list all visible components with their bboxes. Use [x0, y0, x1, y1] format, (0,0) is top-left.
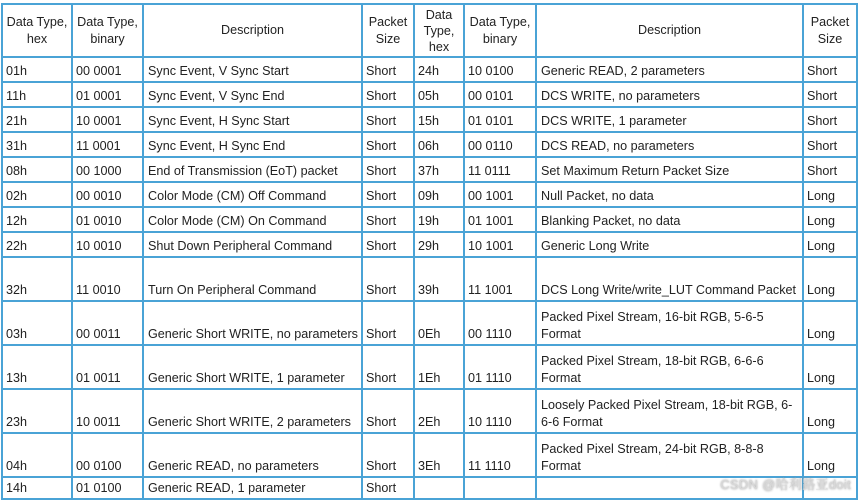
cell-binary-left: 10 0001 [72, 107, 143, 132]
cell-hex-right: 0Eh [414, 301, 464, 345]
cell-size-left: Short [362, 389, 414, 433]
cell-size-left: Short [362, 132, 414, 157]
cell-binary-right: 11 1001 [464, 257, 536, 301]
cell-size-right: Long [803, 389, 857, 433]
cell-size-left: Short [362, 433, 414, 477]
cell-hex-left: 08h [2, 157, 72, 182]
cell-hex-right: 29h [414, 232, 464, 257]
cell-size-left: Short [362, 182, 414, 207]
cell-size-right: Long [803, 257, 857, 301]
table-row [2, 157, 857, 182]
cell-binary-right: 10 1001 [464, 232, 536, 257]
cell-size-left: Short [362, 57, 414, 82]
cell-binary-right: 10 1110 [464, 389, 536, 433]
cell-binary-left: 10 0010 [72, 232, 143, 257]
cell-description-left: Sync Event, H Sync Start [143, 107, 362, 132]
cell-size-right: Long [803, 345, 857, 389]
cell-hex-left: 11h [2, 82, 72, 107]
cell-description-right: Generic Long Write [536, 232, 803, 257]
cell-binary-left: 01 0011 [72, 345, 143, 389]
table-row [2, 345, 857, 389]
cell-size-right: Long [803, 301, 857, 345]
cell-binary-right: 00 1110 [464, 301, 536, 345]
cell-hex-right: 24h [414, 57, 464, 82]
cell-description-right: Packed Pixel Stream, 16-bit RGB, 5-6-5 Format [536, 301, 803, 345]
cell-description-left: Generic READ, no parameters [143, 433, 362, 477]
cell-size-left: Short [362, 345, 414, 389]
cell-size-left: Short [362, 82, 414, 107]
cell-description-right: DCS WRITE, 1 parameter [536, 107, 803, 132]
table-row [2, 82, 857, 107]
cell-size-right: Long [803, 182, 857, 207]
cell-hex-right: 05h [414, 82, 464, 107]
cell-hex-left: 21h [2, 107, 72, 132]
cell-hex-left: 22h [2, 232, 72, 257]
cell-description-left: Color Mode (CM) Off Command [143, 182, 362, 207]
cell-description-right: Set Maximum Return Packet Size [536, 157, 803, 182]
data-type-table [1, 3, 858, 500]
cell-binary-right: 00 0101 [464, 82, 536, 107]
cell-description-left: Sync Event, H Sync End [143, 132, 362, 157]
cell-hex-right: 3Eh [414, 433, 464, 477]
cell-binary-right: 11 0111 [464, 157, 536, 182]
cell-description-left: Sync Event, V Sync End [143, 82, 362, 107]
cell-binary-left: 00 0010 [72, 182, 143, 207]
table-row [2, 433, 857, 477]
cell-binary-left: 00 0100 [72, 433, 143, 477]
cell-hex-right: 15h [414, 107, 464, 132]
cell-size-left: Short [362, 232, 414, 257]
cell-size-right: Short [803, 157, 857, 182]
cell-description-left: Shut Down Peripheral Command [143, 232, 362, 257]
header-description-right: Description [536, 4, 803, 57]
cell-binary-left: 10 0011 [72, 389, 143, 433]
cell-binary-right: 00 0110 [464, 132, 536, 157]
cell-size-left: Short [362, 207, 414, 232]
header-row [2, 4, 857, 57]
cell-description-right: Blanking Packet, no data [536, 207, 803, 232]
cell-binary-right: 01 1110 [464, 345, 536, 389]
table-row [2, 57, 857, 82]
cell-description-left: Generic Short WRITE, 1 parameter [143, 345, 362, 389]
cell-hex-right: 09h [414, 182, 464, 207]
cell-binary-right: 10 0100 [464, 57, 536, 82]
cell-description-left: Sync Event, V Sync Start [143, 57, 362, 82]
cell-description-left: Generic Short WRITE, no parameters [143, 301, 362, 345]
cell-hex-right: 19h [414, 207, 464, 232]
cell-description-right: DCS WRITE, no parameters [536, 82, 803, 107]
cell-description-left: Generic READ, 1 parameter [143, 477, 362, 499]
cell-description-left: Turn On Peripheral Command [143, 257, 362, 301]
header-hex-left: Data Type, hex [2, 4, 72, 57]
cell-size-right: Long [803, 232, 857, 257]
cell-binary-left: 11 0001 [72, 132, 143, 157]
cell-binary-left: 01 0100 [72, 477, 143, 499]
table-row [2, 182, 857, 207]
table-row [2, 257, 857, 301]
cell-binary-left: 00 0011 [72, 301, 143, 345]
cell-hex-left: 32h [2, 257, 72, 301]
cell-binary-left: 00 1000 [72, 157, 143, 182]
cell-hex-left: 04h [2, 433, 72, 477]
cell-binary-right [464, 477, 536, 499]
cell-description-right: Packed Pixel Stream, 18-bit RGB, 6-6-6 Format [536, 345, 803, 389]
cell-description-left: Color Mode (CM) On Command [143, 207, 362, 232]
header-binary-right: Data Type, binary [464, 4, 536, 57]
cell-size-left: Short [362, 257, 414, 301]
table-row [2, 207, 857, 232]
cell-binary-left: 11 0010 [72, 257, 143, 301]
cell-size-right: Short [803, 132, 857, 157]
cell-size-left: Short [362, 157, 414, 182]
cell-hex-right [414, 477, 464, 499]
cell-description-left: End of Transmission (EoT) packet [143, 157, 362, 182]
cell-hex-right: 2Eh [414, 389, 464, 433]
cell-size-right: Short [803, 82, 857, 107]
cell-size-right: Long [803, 433, 857, 477]
cell-hex-left: 23h [2, 389, 72, 433]
cell-hex-left: 01h [2, 57, 72, 82]
cell-size-left: Short [362, 301, 414, 345]
cell-description-right: Null Packet, no data [536, 182, 803, 207]
cell-hex-left: 12h [2, 207, 72, 232]
cell-description-right: DCS READ, no parameters [536, 132, 803, 157]
table-row [2, 107, 857, 132]
cell-binary-right: 01 1001 [464, 207, 536, 232]
header-size-left: Packet Size [362, 4, 414, 57]
cell-description-right: DCS Long Write/write_LUT Command Packet [536, 257, 803, 301]
cell-description-left: Generic Short WRITE, 2 parameters [143, 389, 362, 433]
header-hex-right: Data Type, hex [414, 4, 464, 57]
cell-binary-right: 01 0101 [464, 107, 536, 132]
cell-hex-left: 31h [2, 132, 72, 157]
table-row [2, 389, 857, 433]
cell-size-right: Short [803, 57, 857, 82]
cell-size-left: Short [362, 107, 414, 132]
table-row [2, 132, 857, 157]
cell-binary-left: 00 0001 [72, 57, 143, 82]
cell-description-right: Loosely Packed Pixel Stream, 18-bit RGB, 6-6-6 Format [536, 389, 803, 433]
cell-hex-left: 03h [2, 301, 72, 345]
header-description-left: Description [143, 4, 362, 57]
cell-binary-left: 01 0001 [72, 82, 143, 107]
cell-hex-right: 06h [414, 132, 464, 157]
cell-size-left: Short [362, 477, 414, 499]
cell-size-right: Short [803, 107, 857, 132]
cell-binary-left: 01 0010 [72, 207, 143, 232]
cell-hex-left: 13h [2, 345, 72, 389]
cell-description-right: Packed Pixel Stream, 24-bit RGB, 8-8-8 Format [536, 433, 803, 477]
cell-binary-right: 00 1001 [464, 182, 536, 207]
cell-description-right: Generic READ, 2 parameters [536, 57, 803, 82]
cell-binary-right: 11 1110 [464, 433, 536, 477]
header-size-right: Packet Size [803, 4, 857, 57]
table-row [2, 301, 857, 345]
cell-hex-left: 02h [2, 182, 72, 207]
header-binary-left: Data Type, binary [72, 4, 143, 57]
cell-hex-right: 37h [414, 157, 464, 182]
cell-hex-right: 1Eh [414, 345, 464, 389]
cell-hex-right: 39h [414, 257, 464, 301]
csdn-watermark: CSDN @哈利路亚doit [720, 477, 851, 492]
cell-size-right: Long [803, 207, 857, 232]
cell-hex-left: 14h [2, 477, 72, 499]
table-row [2, 232, 857, 257]
